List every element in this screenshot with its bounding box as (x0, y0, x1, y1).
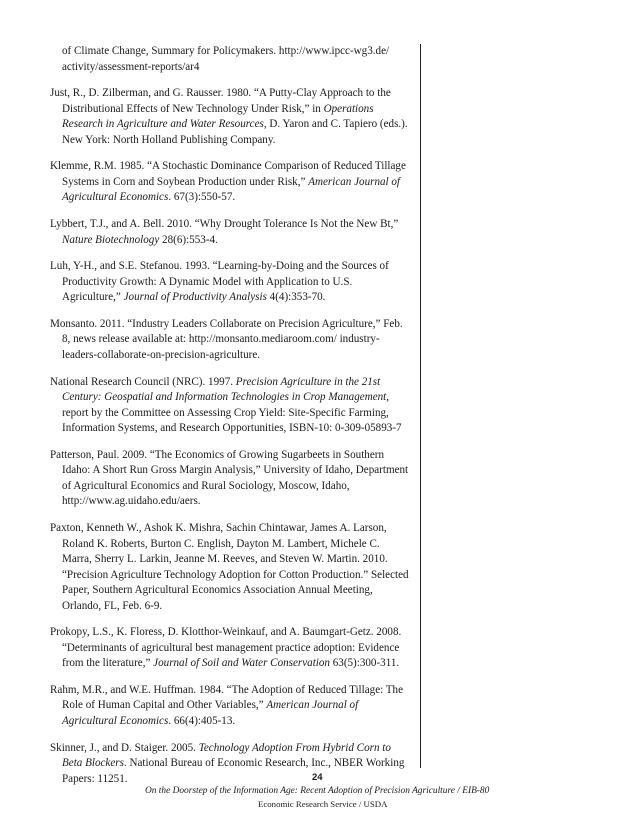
reference-italic-text: Journal of Productivity Analysis (123, 291, 267, 304)
page-number: 24 (312, 772, 323, 783)
reference-text: Paxton, Kenneth W., Ashok K. Mishra, Sachin Chintawar, James A. Larson, Roland K. Roberts, Burton C. English, Dayton M. Lambert, Michele C. Marra, Sherry L. Larkin, Jeanne M. Reeves, and Steven W. Martin. 2010. “Precision Agriculture Technology Adoption for Cotton Production.” Selected Paper, Southern Agricultural Economics Association Annual Meeting, Orlando, FL, Feb. 6-9. (50, 522, 409, 612)
reference-entry (50, 741, 412, 788)
reference-italic-text: Technology Adoption From Hybrid Corn to Beta Blockers (62, 741, 391, 770)
footer-publication-title: On the Doorstep of the Information Age: Recent Adoption of Precision Agriculture / EIB-80 (145, 786, 490, 796)
reference-entry (50, 44, 412, 75)
reference-text: Klemme, R.M. 1985. “A Stochastic Dominance Comparison of Reduced Tillage Systems in Corn and Soybean Production under Risk,” (50, 160, 406, 188)
reference-text: Monsanto. 2011. “Industry Leaders Collaborate on Precision Agriculture,” Feb. 8, news release available at: http://monsanto.mediaroom.com/ industry-leaders-collaborate-on-precision-agriculture. (50, 317, 403, 361)
reference-italic-text: Operations Research in Agriculture and Water Resources (62, 102, 374, 131)
reference-entry (50, 375, 412, 437)
reference-entry (50, 86, 412, 148)
reference-text: Rahm, M.R., and W.E. Huffman. 1984. “The Adoption of Reduced Tillage: The Role of Human Capital and Other Variables,” (50, 683, 404, 712)
reference-text: . National Bureau of Economic Research, Inc., NBER Working Papers: 11251. (62, 757, 405, 785)
reference-entry (50, 159, 412, 206)
reference-italic-text: Nature Biotechnology (62, 233, 160, 246)
reference-entry (50, 521, 412, 614)
reference-text: Just, R., D. Zilberman, and G. Rausser. 1980. “A Putty-Clay Approach to the Distributional Effects of New Technology Under Risk,” in (50, 87, 391, 115)
reference-list (50, 44, 412, 798)
reference-text: , report by the Committee on Assessing Crop Yield: Site-Specific Farming, Information Systems, and Research Opportunities, ISBN-10: 0-309-05893-7 (62, 391, 402, 435)
reference-entry (50, 448, 412, 510)
reference-entry (50, 625, 412, 672)
reference-text: , D. Yaron and C. Tapiero (eds.). New York: North Holland Publishing Company. (62, 118, 408, 146)
reference-text: Patterson, Paul. 2009. “The Economics of Growing Sugarbeets in Southern Idaho: A Short Run Gross Margin Analysis,” University of Idaho, Department of Agricultural Economics and Rural Sociology, Moscow, Idaho, http://www.ag.uidaho.edu/aers. (50, 448, 409, 508)
reference-entry (50, 317, 412, 364)
reference-text: Prokopy, L.S., K. Floress, D. Klotthor-Weinkauf, and A. Baumgart-Getz. 2008. “Determinants of agricultural best management practice adoption: Evidence from the literature,” (50, 626, 402, 670)
footer-agency: Economic Research Service / USDA (258, 799, 388, 809)
reference-text: National Research Council (NRC). 1997. (50, 375, 236, 388)
reference-entry (50, 217, 412, 248)
reference-italic-text: American Journal of Agricultural Economics (62, 175, 401, 204)
reference-text: Luh, Y-H., and S.E. Stefanou. 1993. “Learning-by-Doing and the Sources of Productivity Growth: A Dynamic Model with Application to U.S. Agriculture,” (50, 260, 389, 304)
reference-entry (50, 259, 412, 306)
reference-italic-text: Journal of Soil and Water Conservation (153, 657, 330, 670)
reference-text: 63(5):300-311. (329, 657, 400, 670)
reference-italic-text: American Journal of Agricultural Economics (62, 699, 359, 727)
reference-italic-text: Precision Agriculture in the 21st Century: Geospatial and Information Technologies in Crop Management (62, 375, 387, 404)
reference-text: 4(4):353-70. (266, 291, 326, 304)
reference-entry (50, 683, 412, 730)
reference-text: . 67(3):550-57. (168, 191, 236, 204)
reference-text: Skinner, J., and D. Staiger. 2005. (50, 741, 199, 754)
reference-text: Lybbert, T.J., and A. Bell. 2010. “Why Drought Tolerance Is Not the New Bt,” (50, 218, 399, 231)
reference-text: . 66(4):405-13. (168, 714, 236, 727)
reference-text: 28(6):553-4. (159, 233, 218, 246)
column-rule (420, 44, 421, 768)
reference-text: of Climate Change, Summary for Policymakers. http://www.ipcc-wg3.de/ activity/assessment-reports/ar4 (62, 45, 390, 73)
